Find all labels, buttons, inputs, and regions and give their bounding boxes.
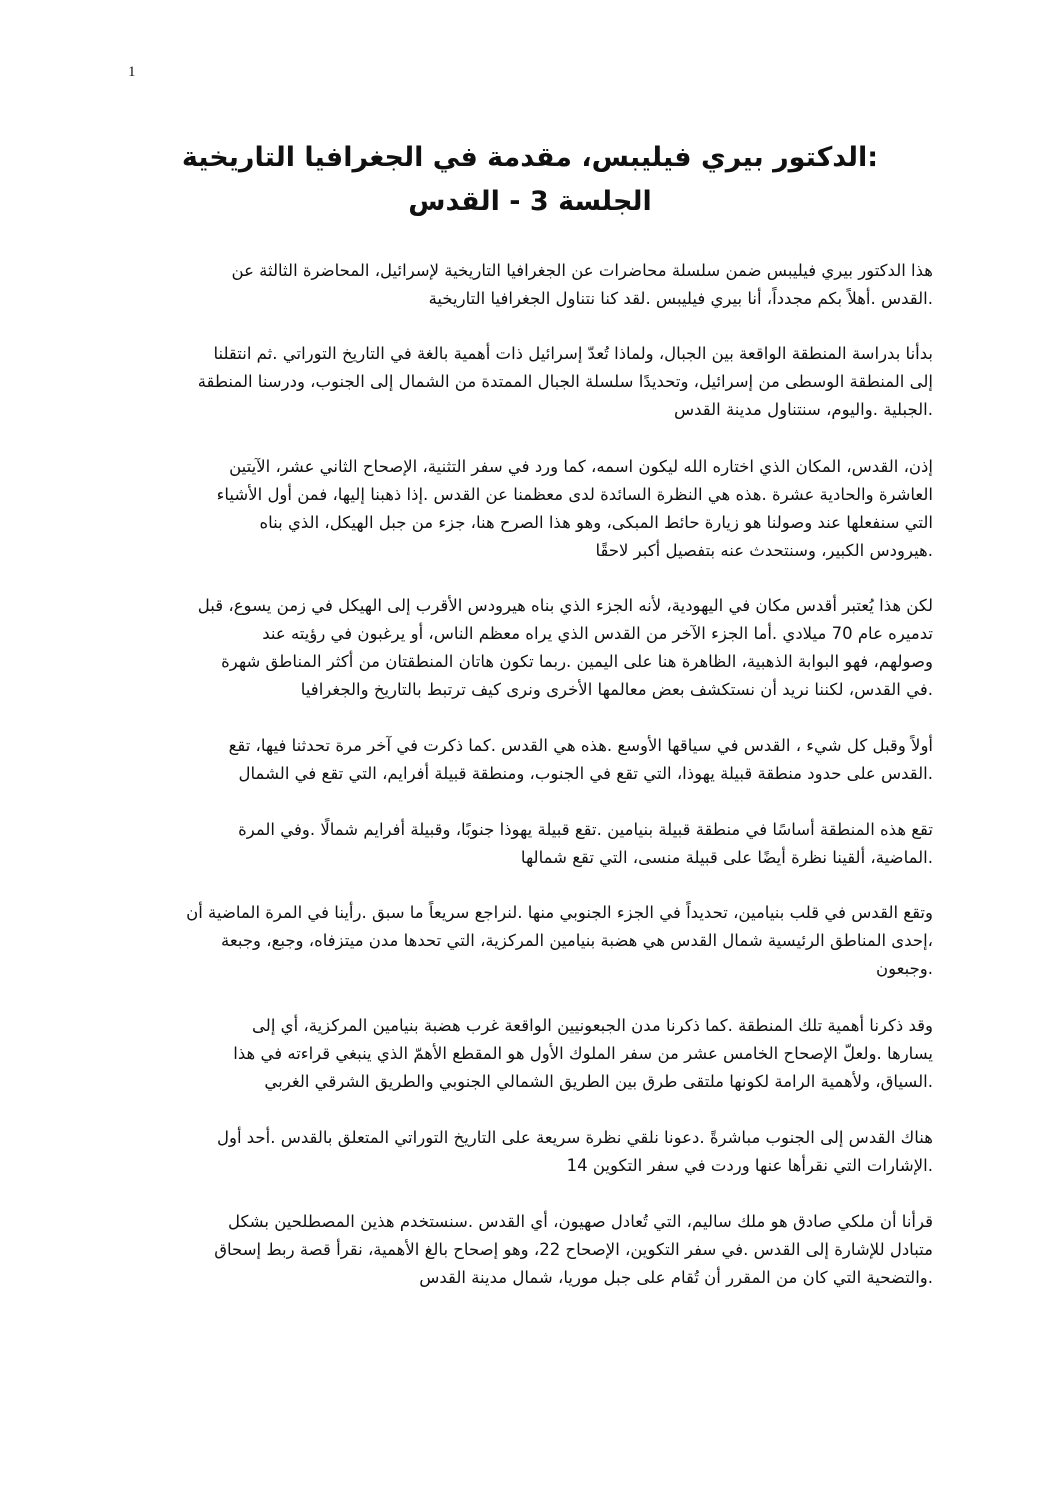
paragraph: [128, 732, 933, 788]
title-line-2: الجلسة 3 - القدس: [408, 186, 652, 217]
paragraph-line: وقد ذكرنا أهمية تلك المنطقة .كما ذكرنا مدن الجبعونيين الواقعة غرب هضبة بنيامين المركزية، أي إلى: [252, 1016, 933, 1035]
page-title: [130, 136, 930, 224]
paragraph: [128, 1208, 933, 1292]
paragraph-line: .القدس .أهلاً بكم مجدداً، أنا بيري فيليبس .لقد كنا نتناول الجغرافيا التاريخية: [428, 289, 933, 308]
page-number: 1: [128, 64, 136, 80]
paragraph-line: .والتضحية التي كان من المقرر أن تُقام على جبل موريا، شمال مدينة القدس: [419, 1268, 933, 1287]
paragraph: [128, 899, 933, 983]
paragraph-line: تدميره عام 70 ميلادي .أما الجزء الآخر من القدس الذي يراه معظم الناس، أو يرغبون في رؤيته عند: [262, 624, 933, 643]
paragraph: [128, 816, 933, 872]
paragraph-line: قرأنا أن ملكي صادق هو ملك ساليم، التي تُعادل صهيون، أي القدس .سنستخدم هذين المصطلحين بشكل: [228, 1212, 933, 1231]
paragraph: [128, 257, 933, 313]
paragraph-line: لكن هذا يُعتبر أقدس مكان في اليهودية، لأنه الجزء الذي بناه هيرودس الأقرب إلى الهيكل في زمن يسوع، قبل: [197, 596, 933, 615]
paragraph-line: .السياق، ولأهمية الرامة لكونها ملتقى طرق بين الطريق الشمالي الجنوبي والطريق الشرقي الغربي: [264, 1072, 933, 1091]
paragraph-line: .الإشارات التي نقرأها عنها وردت في سفر التكوين 14: [566, 1156, 933, 1175]
paragraph-line: .هيرودس الكبير، وسنتحدث عنه بتفصيل أكبر لاحقًا: [595, 541, 933, 560]
paragraph-line: التي سنفعلها عند وصولنا هو زيارة حائط المبكى، وهو هذا الصرح هنا، جزء من جبل الهيكل، الذي بناه: [259, 513, 933, 532]
paragraph-line: وتقع القدس في قلب بنيامين، تحديداً في الجزء الجنوبي منها .لنراجع سريعاً ما سبق .رأينا في المرة الماضية أن: [186, 903, 933, 922]
paragraph-line: .في القدس، لكننا نريد أن نستكشف بعض معالمها الأخرى ونرى كيف ترتبط بالتاريخ والجغرافيا: [300, 680, 933, 699]
paragraph-line: متبادل للإشارة إلى القدس .في سفر التكوين، الإصحاح 22، وهو إصحاح بالغ الأهمية، نقرأ قصة ربط إسحاق: [214, 1240, 933, 1259]
paragraph: [128, 592, 933, 704]
paragraph-line: إذن، القدس، المكان الذي اختاره الله ليكون اسمه، كما ورد في سفر التثنية، الإصحاح الثاني عشر، الآيتين: [229, 457, 933, 476]
paragraph-line: .القدس على حدود منطقة قبيلة يهوذا، التي تقع في الجنوب، ومنطقة قبيلة أفرايم، التي تقع في الشمال: [238, 764, 933, 783]
paragraph-line: هذا الدكتور بيري فيليبس ضمن سلسلة محاضرات عن الجغرافيا التاريخية لإسرائيل، المحاضرة الثالثة عن: [231, 261, 933, 280]
paragraph-line: هناك القدس إلى الجنوب مباشرةً .دعونا نلقي نظرة سريعة على التاريخ التوراتي المتعلق بالقدس .أحد أول: [216, 1128, 933, 1147]
paragraph: [128, 340, 933, 424]
paragraph: [128, 1012, 933, 1096]
title-line-1: :الدكتور بيري فيليبس، مقدمة في الجغرافيا التاريخية: [181, 142, 879, 173]
paragraph: [128, 1124, 933, 1180]
paragraph-line: تقع هذه المنطقة أساسًا في منطقة قبيلة بنيامين .تقع قبيلة يهوذا جنوبًا، وقبيلة أفرايم شمالًا .وفي المرة: [238, 820, 933, 839]
paragraph-line: أولاً وقبل كل شيء ، القدس في سياقها الأوسع .هذه هي القدس .كما ذكرت في آخر مرة تحدثنا فيها، تقع: [228, 736, 933, 755]
paragraph-line: ،إحدى المناطق الرئيسية شمال القدس هي هضبة بنيامين المركزية، التي تحدها مدن ميتزفاه، وجبع، وجبعة: [221, 931, 933, 950]
paragraph-line: بدأنا بدراسة المنطقة الواقعة بين الجبال، ولماذا تُعدّ إسرائيل ذات أهمية بالغة في التاريخ التوراتي .ثم انتقلنا: [213, 344, 933, 363]
paragraph-line: وصولهم، فهو البوابة الذهبية، الظاهرة هنا على اليمين .ربما تكون هاتان المنطقتان من أكثر المناطق شهرة: [221, 652, 933, 671]
paragraph-line: العاشرة والحادية عشرة .هذه هي النظرة السائدة لدى معظمنا عن القدس .إذا ذهبنا إليها، فمن أول الأشياء: [216, 485, 933, 504]
paragraph-line: .الماضية، ألقينا نظرة أيضًا على قبيلة منسى، التي تقع شمالها: [520, 848, 933, 867]
paragraph-line: إلى المنطقة الوسطى من إسرائيل، وتحديدًا سلسلة الجبال الممتدة من الشمال إلى الجنوب، ودرسنا المنطقة: [197, 372, 933, 391]
paragraph-line: يسارها .ولعلّ الإصحاح الخامس عشر من سفر الملوك الأول هو المقطع الأهمّ الذي ينبغي قراءته في هذا: [233, 1044, 933, 1063]
paragraph-line: .الجبلية .واليوم، سنتناول مدينة القدس: [673, 400, 933, 419]
paragraph: [128, 453, 933, 565]
paragraph-line: .وجبعون: [876, 959, 933, 978]
